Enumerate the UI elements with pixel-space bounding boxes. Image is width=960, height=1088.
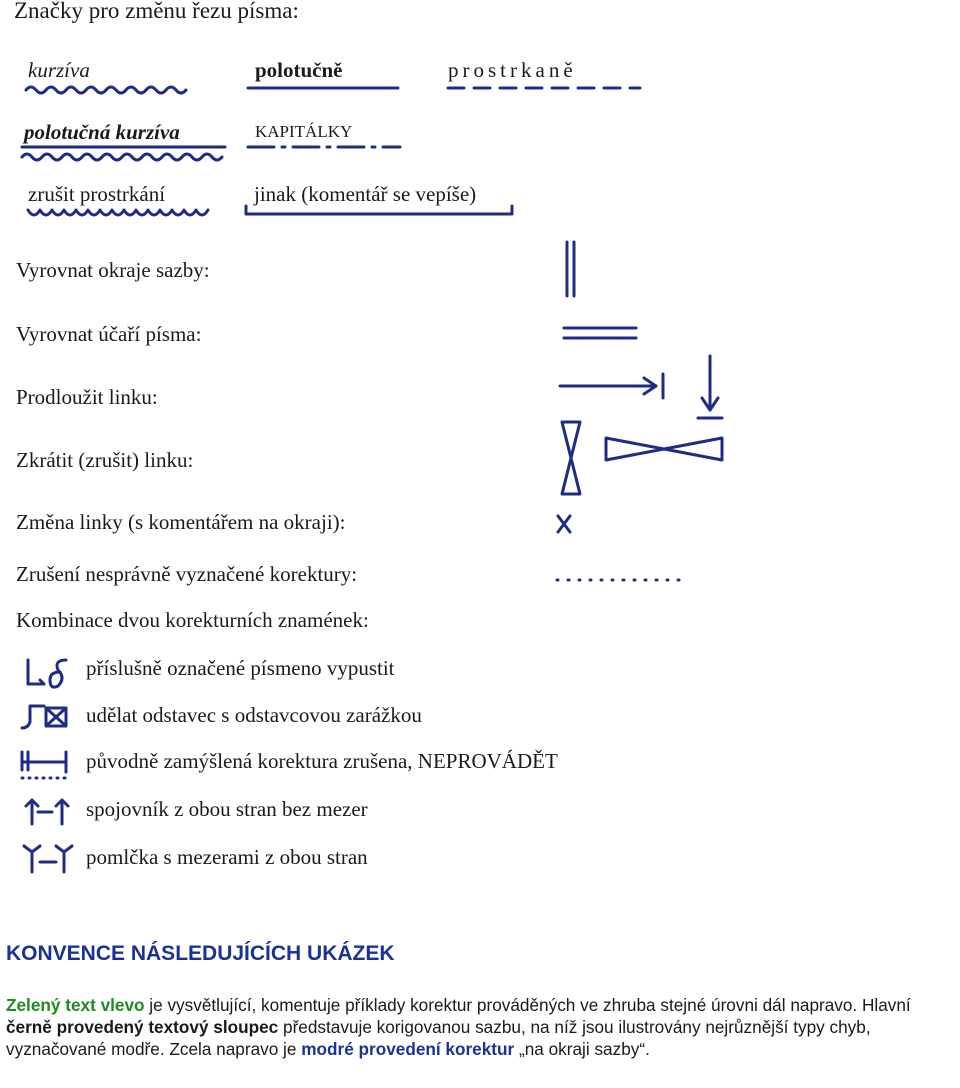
- bold-italic-wavy-mark: [22, 154, 222, 160]
- blue-label: modré provedení korektur: [301, 1039, 515, 1059]
- combo-1-mark: [28, 660, 66, 687]
- shorten-line-vertical-bowtie: [562, 422, 580, 494]
- black-label: černě provedený textový sloupec: [6, 1017, 279, 1037]
- label-align-baseline: Vyrovnat účaří písma:: [16, 322, 202, 346]
- label-other: jinak (komentář se vepíše): [254, 182, 477, 206]
- conventions-text-3: „na okraji sazby“.: [514, 1039, 650, 1059]
- cancel-spacing-scallop-mark: [28, 210, 208, 215]
- label-italic: kurzíva: [28, 58, 90, 82]
- conventions-paragraph: [6, 994, 958, 1060]
- label-extend-line: Prodloužit linku:: [16, 385, 158, 409]
- label-shorten-line: Zkrátit (zrušit) linku:: [16, 448, 194, 472]
- combo-text-1: příslušně označené písmeno vypustit: [86, 656, 395, 680]
- green-label: Zelený text vlevo: [6, 995, 145, 1015]
- shorten-line-horizontal-bowtie: [606, 438, 722, 460]
- combo-3-mark: [22, 752, 66, 772]
- label-caps: KAPITÁLKY: [255, 122, 353, 141]
- wavy-underline-mark: [26, 87, 186, 93]
- combo-text-3: původně zamýšlená korektura zrušena, NEPROVÁDĚT: [86, 749, 558, 773]
- label-change-line: Změna linky (s komentářem na okraji):: [16, 510, 346, 534]
- label-cancel-spacing: zrušit prostrkání: [28, 182, 166, 206]
- label-spaced: prostrkaně: [448, 58, 577, 82]
- combo-5-mark: [24, 846, 72, 872]
- label-bold: polotučně: [255, 58, 343, 82]
- change-line-x-mark: [558, 516, 570, 532]
- other-bracket-underline-mark: [246, 206, 512, 214]
- combo-text-5: pomlčka s mezerami z obou stran: [86, 845, 368, 869]
- label-cancel-correction: Zrušení nesprávně vyznačené korektury:: [16, 562, 358, 586]
- combo-2-mark: [22, 706, 66, 728]
- conventions-text-2: představuje korigovanou sazbu, na níž jsou ilustrovány nejrůznější typy chyb, vyznačované modře. Zcela napravo je: [6, 1017, 871, 1059]
- label-combination: Kombinace dvou korekturních znamének:: [16, 608, 369, 632]
- combo-4-mark: [26, 800, 68, 824]
- conventions-text-1: je vysvětlující, komentuje příklady korektur prováděných ve zhruba stejné úrovni dál napravo. Hlavní: [144, 995, 911, 1015]
- label-bold-italic: polotučná kurzíva: [24, 120, 180, 144]
- combo-text-4: spojovník z obou stran bez mezer: [86, 797, 368, 821]
- combo-text-2: udělat odstavec s odstavcovou zarážkou: [86, 703, 422, 727]
- conventions-title: KONVENCE NÁSLEDUJÍCÍCH UKÁZEK: [6, 942, 395, 965]
- label-align-edges: Vyrovnat okraje sazby:: [16, 258, 210, 282]
- heading: Značky pro změnu řezu písma:: [14, 0, 299, 23]
